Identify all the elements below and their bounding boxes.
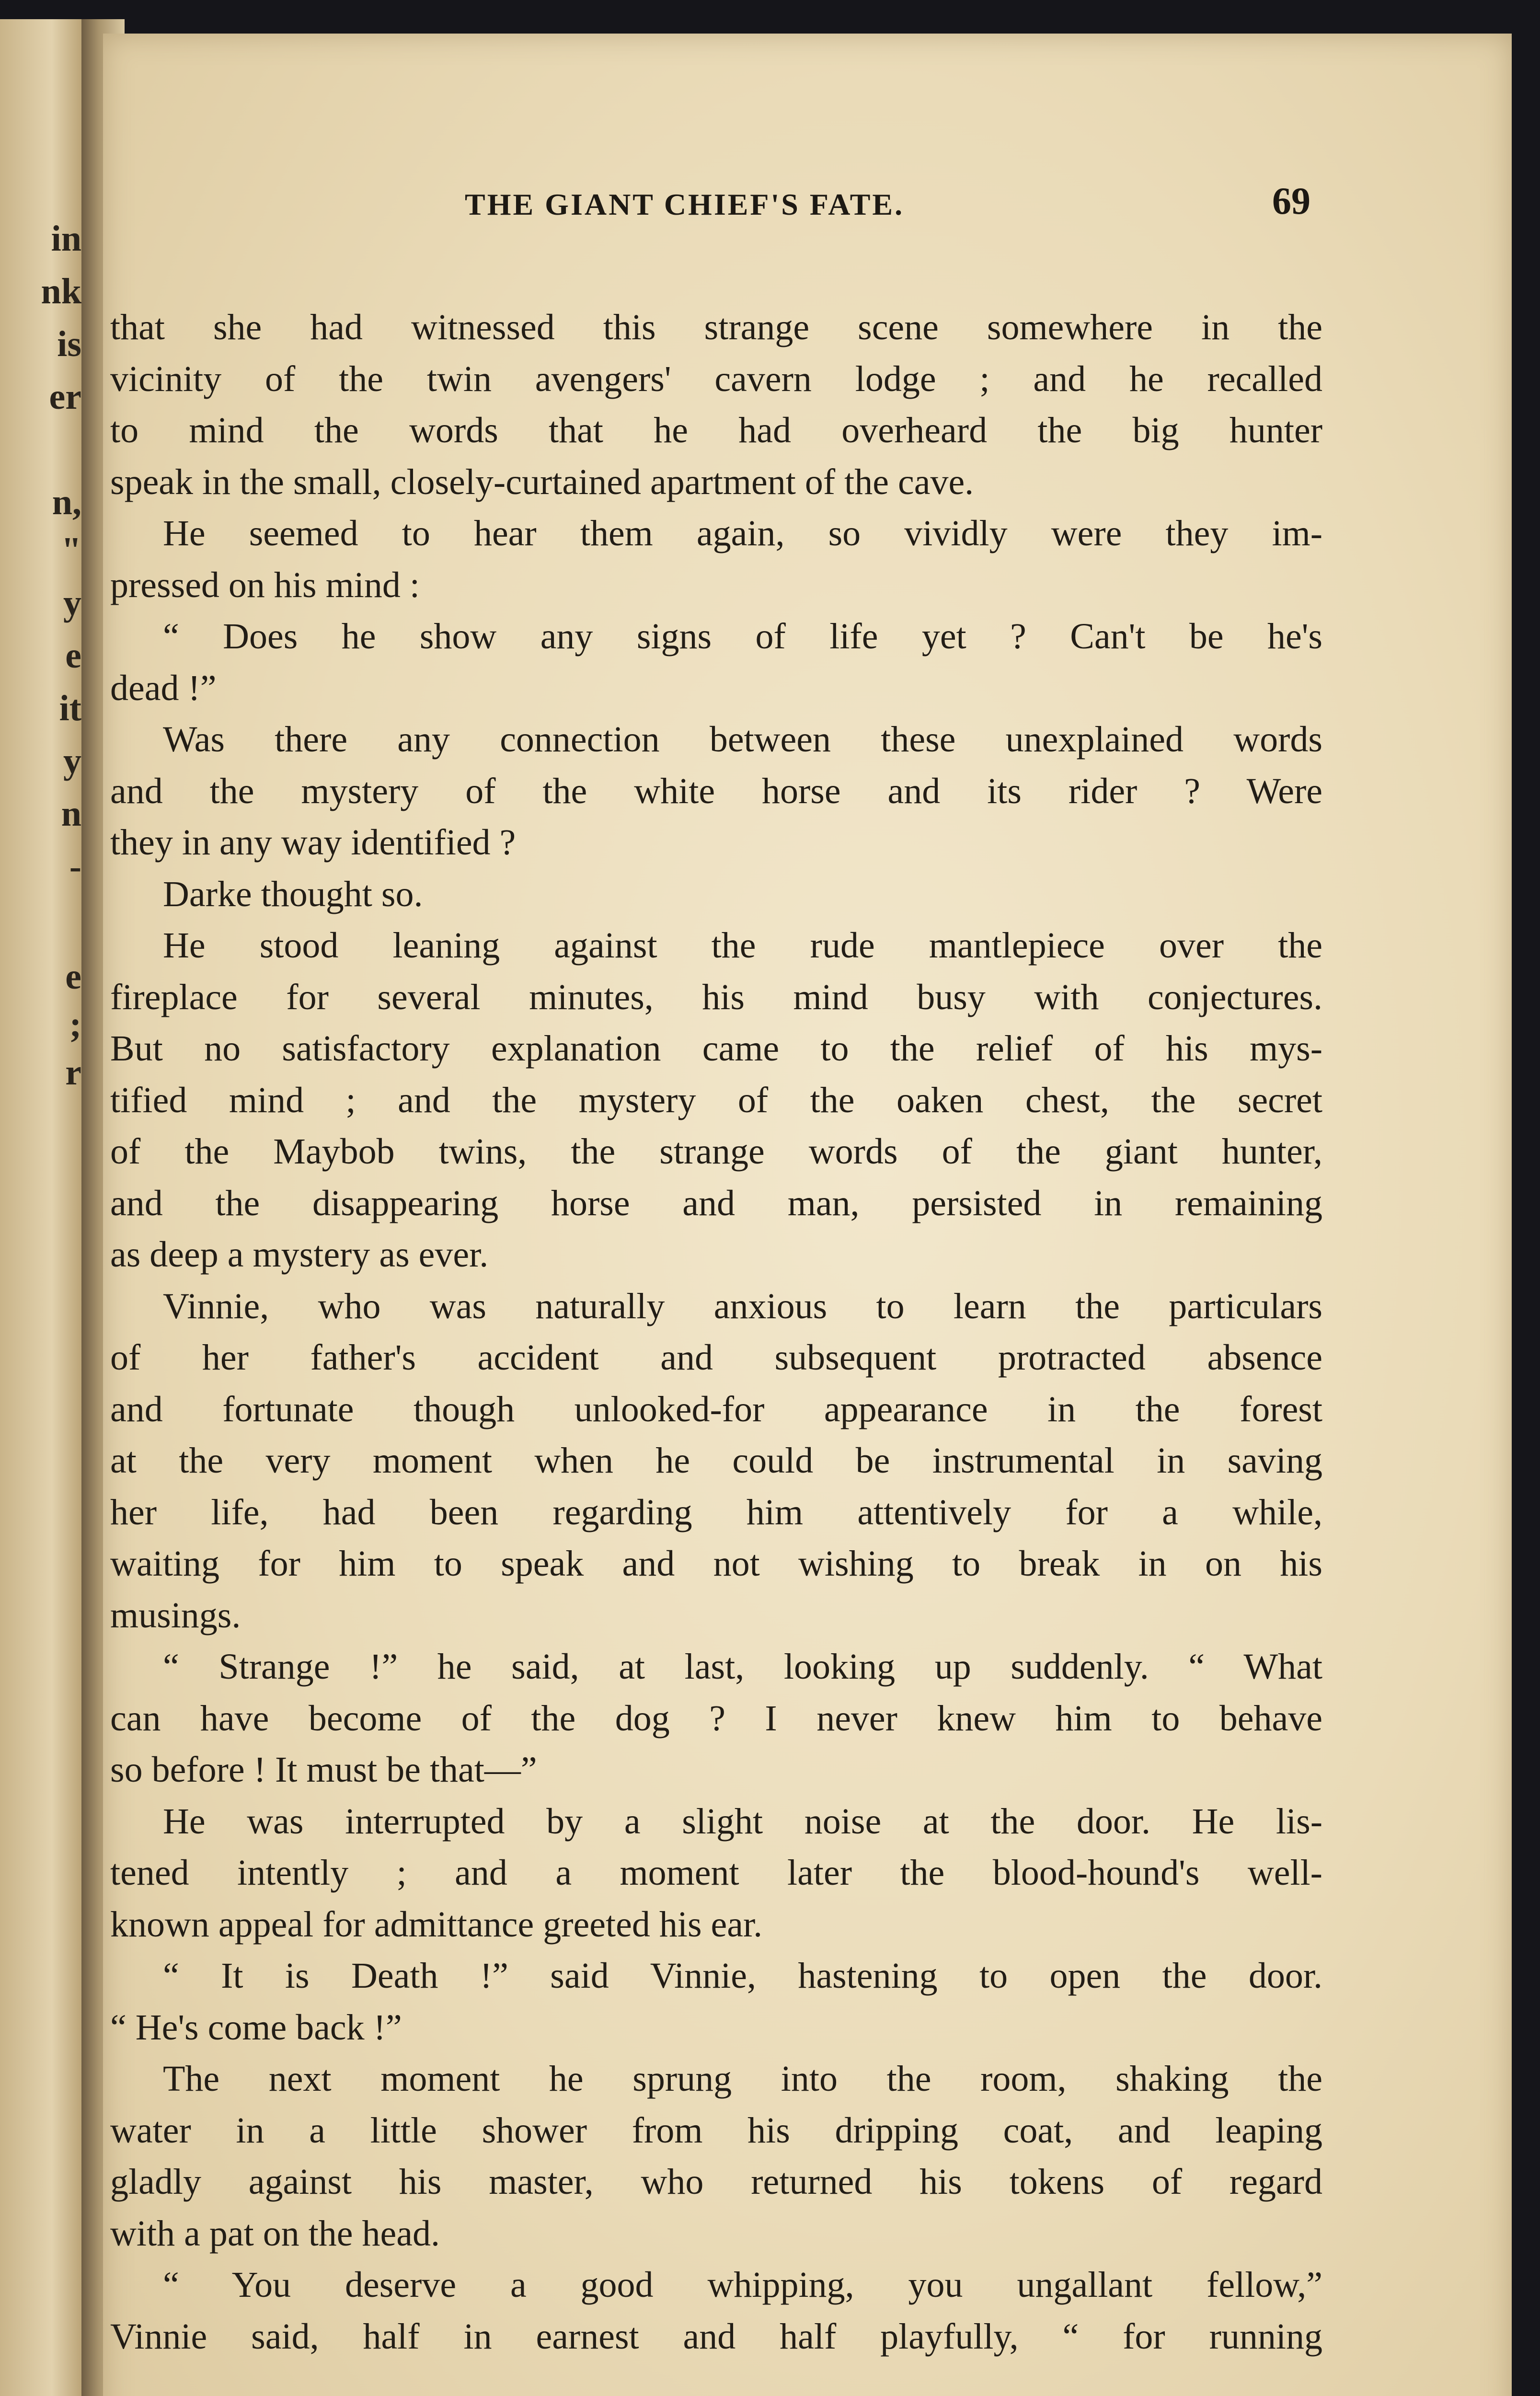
left-page-fragment: " (61, 530, 81, 570)
text-line: and the mystery of the white horse and its rider ? Were (110, 771, 1322, 811)
text-line: they in any way identified ? (110, 822, 516, 863)
text-line: her life, had been regarding him attentively for a while, (110, 1492, 1322, 1532)
left-page-fragment: n, (52, 482, 81, 522)
text-line: with a pat on the head. (110, 2213, 440, 2254)
text-line: musings. (110, 1595, 241, 1636)
text-line: The next moment he sprung into the room, shaking the (163, 2059, 1322, 2099)
left-page-fragment: it (59, 688, 81, 728)
text-line: “ He's come back !” (110, 2007, 402, 2048)
body-text (110, 302, 1322, 2362)
book-page (103, 34, 1512, 2396)
text-line: vicinity of the twin avengers' cavern lodge ; and he recalled (110, 358, 1322, 399)
left-page-fragment: in (51, 219, 81, 259)
text-line: Was there any connection between these unexplained words (163, 719, 1322, 760)
text-line: But no satisfactory explanation came to the relief of his mys- (110, 1028, 1322, 1069)
text-line: “ Strange !” he said, at last, looking up suddenly. “ What (163, 1647, 1322, 1687)
text-line: speak in the small, closely-curtained apartment of the cave. (110, 461, 974, 502)
left-page-fragment: y (63, 583, 81, 623)
text-line: known appeal for admittance greeted his ear. (110, 1904, 763, 1945)
running-head: THE GIANT CHIEF'S FATE. (465, 187, 905, 221)
left-page-fragment: n (61, 794, 81, 834)
left-page-fragment: ; (69, 1004, 81, 1045)
page-number: 69 (1272, 180, 1310, 222)
text-line: of her father's accident and subsequent protracted absence (110, 1337, 1322, 1378)
text-line: Darke thought so. (163, 874, 423, 914)
text-line: and the disappearing horse and man, persisted in remaining (110, 1183, 1322, 1223)
text-line: waiting for him to speak and not wishing to break in on his (110, 1544, 1322, 1584)
text-line: “ It is Death !” said Vinnie, hastening to open the door. (163, 1956, 1322, 1996)
left-page-fragment: is (57, 324, 81, 364)
text-line: He stood leaning against the rude mantlepiece over the (163, 925, 1322, 966)
left-facing-page (0, 19, 86, 2396)
left-page-fragment: y (63, 741, 81, 781)
text-line: can have become of the dog ? I never knew him to behave (110, 1698, 1322, 1739)
left-page-fragment: r (65, 1052, 81, 1093)
text-line: fireplace for several minutes, his mind busy with conjectures. (110, 977, 1322, 1017)
left-page-fragment: nk (41, 271, 81, 311)
text-line: “ Does he show any signs of life yet ? Can't be he's (163, 616, 1322, 657)
text-line: He seemed to hear them again, so vividly were they im- (163, 513, 1322, 553)
text-line: water in a little shower from his dripping coat, and leaping (110, 2110, 1322, 2151)
text-line: at the very moment when he could be instrumental in saving (110, 1440, 1322, 1481)
text-line: and fortunate though unlooked-for appearance in the forest (110, 1389, 1322, 1429)
text-line: of the Maybob twins, the strange words of the giant hunter, (110, 1131, 1322, 1172)
text-line: dead !” (110, 668, 217, 708)
text-line: as deep a mystery as ever. (110, 1234, 489, 1275)
text-line: “ You deserve a good whipping, you ungallant fellow,” (163, 2265, 1322, 2305)
text-line: that she had witnessed this strange scene somewhere in the (110, 307, 1322, 347)
text-line: Vinnie, who was naturally anxious to learn the particulars (163, 1286, 1322, 1326)
text-line: so before ! It must be that—” (110, 1750, 537, 1790)
left-page-fragment: - (69, 846, 81, 887)
text-line: tified mind ; and the mystery of the oaken chest, the secret (110, 1080, 1322, 1120)
left-page-fragment: er (49, 377, 81, 417)
text-line: He was interrupted by a slight noise at the door. He lis- (163, 1801, 1322, 1842)
text-line: gladly against his master, who returned his tokens of regard (110, 2162, 1322, 2202)
text-line: Vinnie said, half in earnest and half playfully, “ for running (110, 2316, 1322, 2357)
left-page-fragment: e (65, 956, 81, 997)
text-line: pressed on his mind : (110, 564, 420, 605)
left-page-fragment: e (65, 635, 81, 676)
text-line: to mind the words that he had overheard the big hunter (110, 410, 1322, 450)
text-line: tened intently ; and a moment later the blood-hound's well- (110, 1853, 1322, 1893)
